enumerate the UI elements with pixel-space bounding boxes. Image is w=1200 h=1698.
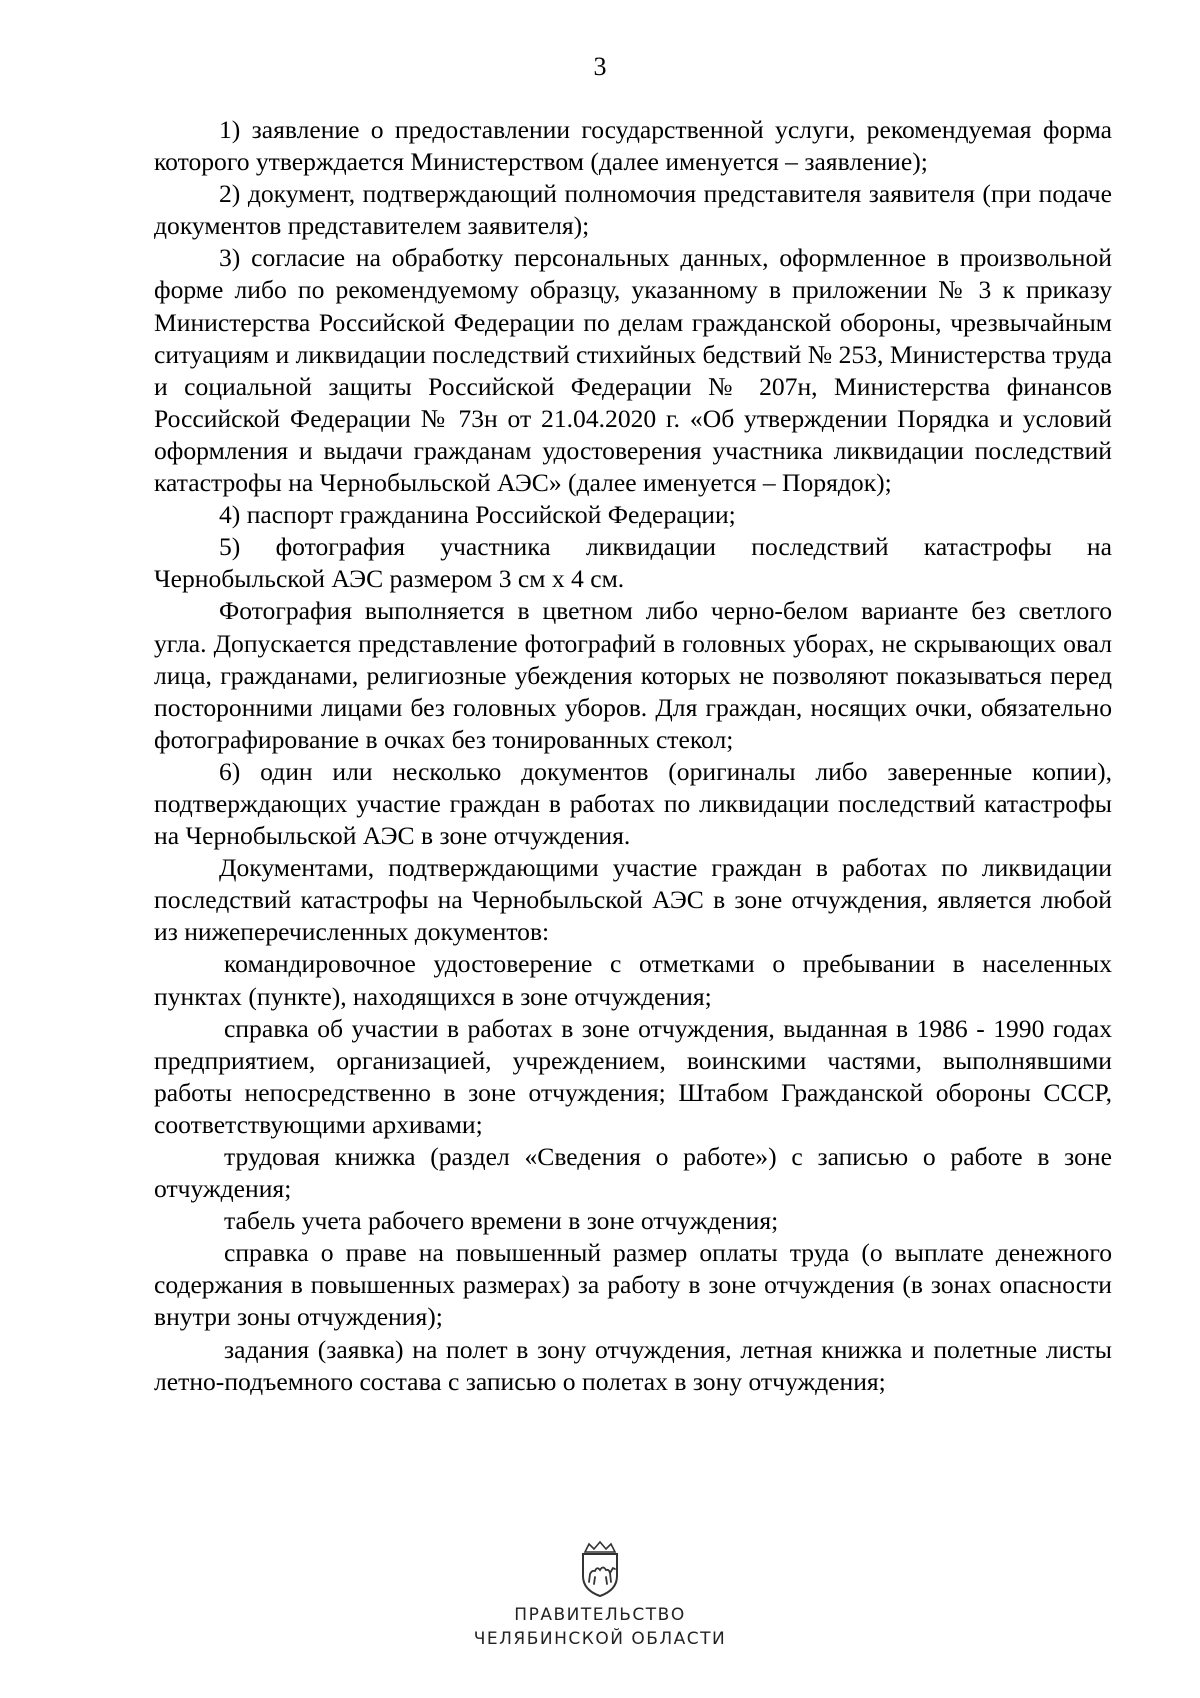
- document-body: [154, 114, 1112, 1398]
- list-item-travel-certificate: командировочное удостоверение с отметками о пребывании в населенных пунктах (пункте), находящихся в зоне отчуждения;: [154, 949, 1112, 1011]
- paragraph-item-5: 5) фотография участника ликвидации последствий катастрофы на Чернобыльской АЭС размером 3 см х 4 см.: [154, 532, 1112, 594]
- list-item-timesheet: табель учета рабочего времени в зоне отчуждения;: [224, 1206, 779, 1236]
- paragraph-item-3: 3) согласие на обработку персональных данных, оформленное в произвольной форме либо по рекомендуемому образцу, указанному в приложении № 3 к приказу Министерства Российской Федерации по делам гражданской обороны, чрезвычайным ситуациям и ликвидации последствий стихийных бедствий № 253, Министерства труда и социальной защиты Российской Федерации № 207н, Министерства финансов Российской Федерации № 73н от 21.04.2020 г. «Об утверждении Порядка и условий оформления и выдачи гражданам удостоверения участника ликвидации последствий катастрофы на Чернобыльской АЭС» (далее именуется – Порядок);: [154, 243, 1112, 498]
- list-item-pay-certificate: справка о праве на повышенный размер оплаты труда (о выплате денежного содержания в повышенных размерах) за работу в зоне отчуждения (в зонах опасности внутри зоны отчуждения);: [154, 1238, 1112, 1332]
- chelyabinsk-coat-of-arms-icon: [575, 1540, 625, 1598]
- org-name-line-2: ЧЕЛЯБИНСКОЙ ОБЛАСТИ: [473, 1629, 727, 1649]
- list-item-flight-records: задания (заявка) на полет в зону отчуждения, летная книжка и полетные листы летно-подъемного состава с записью о полетах в зону отчуждения;: [154, 1334, 1112, 1396]
- org-name-line-1: ПРАВИТЕЛЬСТВО: [514, 1605, 686, 1625]
- page-number: 3: [593, 52, 607, 81]
- paragraph-item-1: 1) заявление о предоставлении государственной услуги, рекомендуемая форма которого утверждается Министерством (далее именуется – заявление);: [154, 115, 1112, 177]
- paragraph-item-2: 2) документ, подтверждающий полномочия представителя заявителя (при подаче документов представителем заявителя);: [154, 179, 1112, 241]
- paragraph-item-6: 6) один или несколько документов (оригиналы либо заверенные копии), подтверждающих участие граждан в работах по ликвидации последствий катастрофы на Чернобыльской АЭС в зоне отчуждения.: [154, 756, 1112, 851]
- list-item-participation-certificate: справка об участии в работах в зоне отчуждения, выданная в 1986 - 1990 годах предприятием, организацией, учреждением, воинскими частями, выполнявшими работы непосредственно в зоне отчуждения; Штабом Гражданской обороны СССР, соответствующими архивами;: [154, 1013, 1112, 1139]
- paragraph-item-4: 4) паспорт гражданина Российской Федерации;: [219, 500, 736, 530]
- paragraph-photo-requirements: Фотография выполняется в цветном либо черно-белом варианте без светлого угла. Допускается представление фотографий в головных уборах, не скрывающих овал лица, гражданами, религиозные убеждения которых не позволяют показываться перед посторонними лицами без головных уборов. Для граждан, носящих очки, обязательно фотографирование в очках без тонированных стекол;: [154, 596, 1112, 754]
- footer: [0, 1540, 1200, 1650]
- paragraph-documents-intro: Документами, подтверждающими участие граждан в работах по ликвидации последствий катастрофы на Чернобыльской АЭС в зоне отчуждения, является любой из нижеперечисленных документов:: [154, 853, 1112, 947]
- list-item-work-record-book: трудовая книжка (раздел «Сведения о работе») с записью о работе в зоне отчуждения;: [154, 1142, 1112, 1204]
